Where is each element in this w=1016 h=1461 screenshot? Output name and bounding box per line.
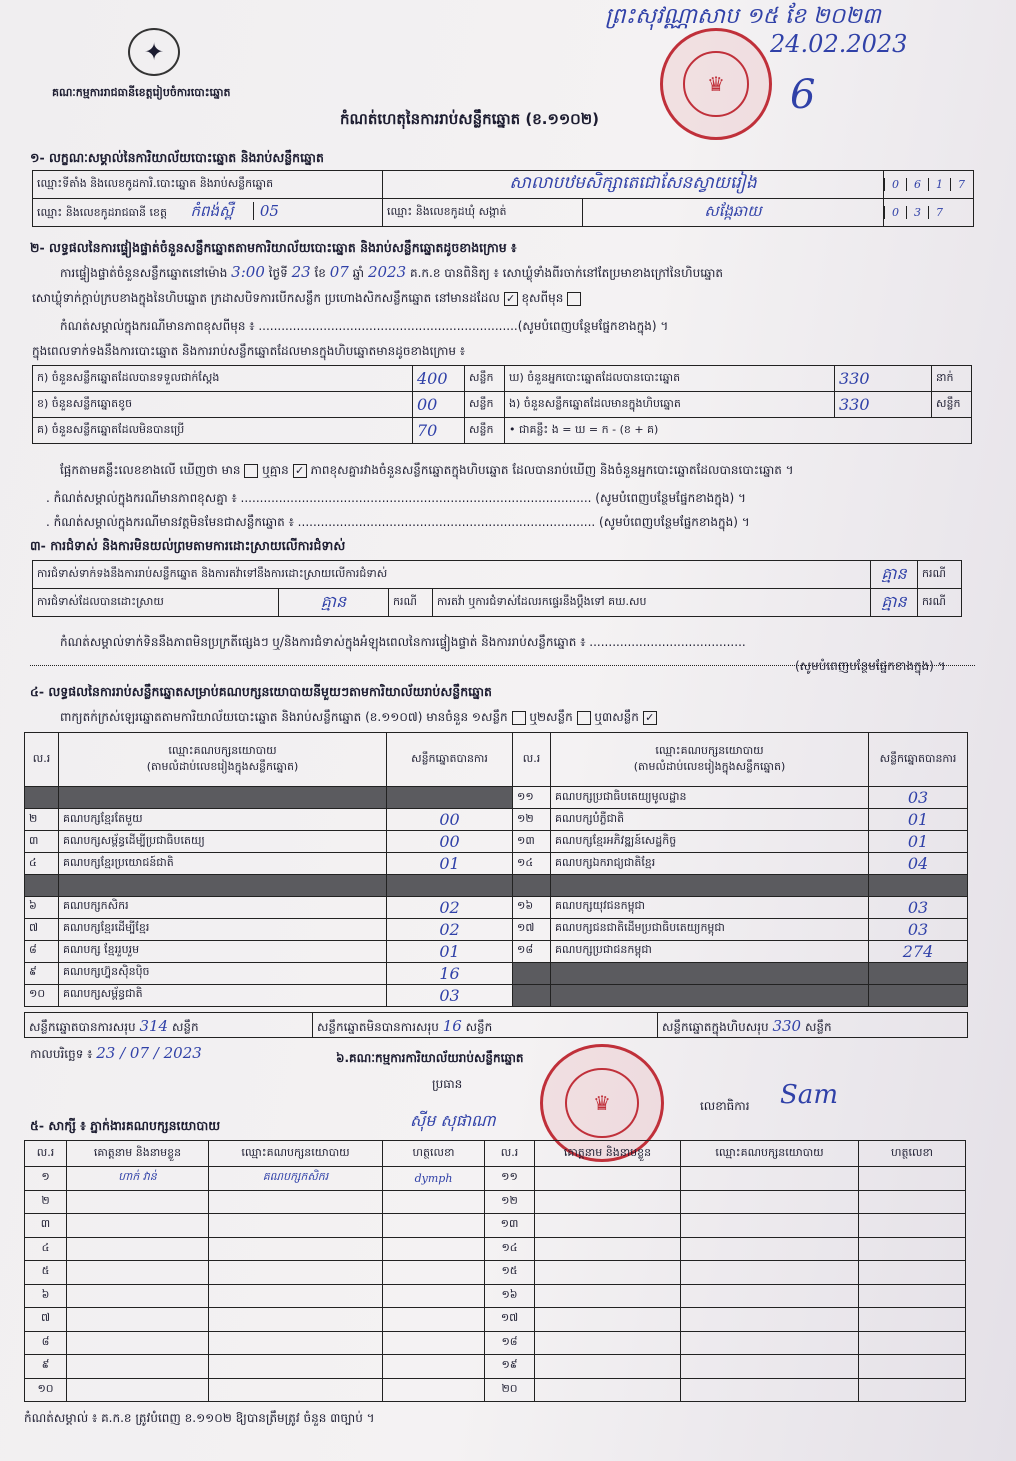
results-table [24,732,968,1007]
section-1-title: ១- លក្ខណៈសម្គាល់នៃការិយាល័យបោះឆ្នោត និងរាប់សន្លឹកឆ្នោត [30,150,324,165]
station-code: 0 6 1 7 [884,171,974,199]
table-row [25,1237,966,1261]
table-cell [859,1308,966,1332]
voters-label: ឃ) ចំនួនអ្នកបោះឆ្នោតដែលបានបោះឆ្នោត [505,366,835,392]
table-cell: ១ [25,1167,67,1191]
table-cell: គណបក្សខ្មែរតែមួយ [59,809,387,831]
commune-code: 0 3 7 [884,199,974,227]
table-cell: 00 [387,831,513,853]
section-2-title: ២- លទ្ធផលនៃការផ្ទៀងផ្ទាត់ចំនួនសន្លឹកឆ្នោតតាមការិយាល័យបោះឆ្នោត និងរាប់សន្លឹកឆ្នោតដូចខាងក្រោម ៖ [30,240,517,255]
table-cell: ៨ [25,940,59,962]
table-cell: ៤ [25,1237,67,1261]
table-cell [67,1378,209,1402]
unchanged-checkbox[interactable]: ✓ [504,292,518,306]
footer-note: កំណត់សម្គាល់ ៖ គ.ក.ខ ត្រូវបំពេញ ខ.១១០២ ឱ្យបានត្រឹមត្រូវ ចំនួន ៣ច្បាប់ ។ [24,1411,375,1425]
table-cell: គណបក្សប្រជាជនកម្ពុជា [551,940,869,962]
table-cell: ៤ [25,853,59,875]
table-cell: ១៣ [513,831,551,853]
table-cell [67,1261,209,1285]
total-invalid: សន្លឹកឆ្នោតមិនបានការសរុប 16 សន្លឹក [313,1013,658,1037]
table-row [25,809,968,831]
table-cell: ១២ [513,809,551,831]
complaints-table [32,560,962,617]
official-stamp-top: ♛ [660,28,772,140]
appeal-value: គ្មាន [870,589,917,617]
unit: សន្លឹក [465,392,505,418]
table-cell: 01 [869,809,968,831]
formula: • ជាគន្លឹះ ង = ឃ = ក - (ខ + គ) [505,418,972,444]
province-cell: ឈ្មោះ និងលេខកូដរាជធានី ខេត្ត កំពង់ស្ពឺ 05 [33,199,383,227]
table-row [25,1214,966,1238]
table-cell [67,1190,209,1214]
committee-title: ៦.គណៈកម្មការការិយាល័យរាប់សន្លឹកឆ្នោត [336,1051,524,1065]
total-valid: សន្លឹកឆ្នោតបានការសរុប 314 សន្លឹក [25,1013,313,1037]
table-cell: គណបក្សកសិករ [209,1167,383,1191]
table-cell [513,984,551,1006]
unused-value: 70 [413,418,465,444]
table-cell [387,875,513,897]
seal-line: សោឃ្លុំទាក់ក្ដាប់ក្របខាងក្នុងនៃហិបឆ្នោត ក្រដាសបិទការបើកសន្លឹក ប្រហោងសិកសន្លឹកឆ្នោត នៅមានដដែល ✓ ខុសពីមុន [32,290,581,308]
table-row [25,1167,966,1191]
table-cell: ១២ [485,1190,535,1214]
commune-value: សង្កែឆាយ [583,199,884,227]
in-box-value: 330 [835,392,932,418]
table-cell [209,1355,383,1379]
table-cell: ៣ [25,1214,67,1238]
appeal-label: ការតវ៉ា ឬការជំទាស់ដែលរកផ្ទេរនឹងប្ដឹងទៅ គឃ.សប [433,589,871,617]
table-cell [869,984,968,1006]
ballot-intro: ក្នុងពេលទាក់ទងនឹងការបោះឆ្នោត និងការរាប់សន្លឹកឆ្នោតដែលមានក្នុងហិបឆ្នោតមានដូចខាងក្រោម ៖ [32,344,466,358]
table-cell: គណបក្សសម្ព័ន្ធជាតិ [59,984,387,1006]
table-cell [67,1284,209,1308]
table-cell: ១៦ [513,896,551,918]
org-name: គណៈកម្មការរាជធានីខេត្តរៀបចំការបោះឆ្នោត [52,86,231,99]
table-cell: គណបក្សខ្មែរអភិវឌ្ឍន៍សេដ្ឋកិច្ច [551,831,869,853]
table-cell [859,1261,966,1285]
table-cell: ១៧ [485,1308,535,1332]
table-row [25,787,968,809]
col-signature: ហត្ថលេខា [859,1141,966,1167]
col-no: ល.រ [485,1141,535,1167]
one-sheet-checkbox[interactable] [512,711,526,725]
table-cell [383,1308,485,1332]
table-cell [551,875,869,897]
table-row [25,1261,966,1285]
table-cell [535,1167,681,1191]
fill-note: (សូមបំពេញបន្ថែមផ្នែកខាងក្នុង) ។ [795,659,946,673]
table-cell [67,1331,209,1355]
non-ballot-remark: . កំណត់សម្គាល់ក្នុងករណីមានវត្តមិនមែនជាសន្លឹកឆ្នោត ៖ .............................................................................. (សូមបំពេញបន្ថែមផ្នែកខាងក្នុង) ។ [46,515,750,529]
diff-note-line: កំណត់សម្គាល់ក្នុងករណីមានភាពខុសពីមុន ៖ ....................................................................(សូមបំពេញបន្ថែមផ្នែកខាងក្នុង) ។ [60,319,669,333]
table-row [25,1190,966,1214]
table-cell: គណបក្សហ្វ៊ុនស៊ិនប៉ិច [59,962,387,984]
table-cell: ៣ [25,831,59,853]
complaint-label: ការជំទាស់ទាក់ទងនឹងការរាប់សន្លឹកឆ្នោត និងការតវ៉ាទៅនឹងការដោះស្រាយលើការជំទាស់ [33,561,871,589]
table-cell: គណបក្សបំភ្លឺជាតិ [551,809,869,831]
table-cell [869,875,968,897]
table-cell [67,1214,209,1238]
table-cell [859,1167,966,1191]
table-cell [535,1378,681,1402]
table-cell [535,1331,681,1355]
table-cell [67,1308,209,1332]
col-no: ល.រ [513,733,551,787]
section-1-table [32,170,974,227]
table-cell [681,1237,859,1261]
table-cell: ៦ [25,1284,67,1308]
col-signature: ហត្ថលេខា [383,1141,485,1167]
table-cell: ១០ [25,984,59,1006]
table-row [25,1308,966,1332]
count-date: កាលបរិច្ឆេទ ៖ 23 / 07 / 2023 [30,1044,202,1062]
has-diff-checkbox[interactable] [244,464,258,478]
unit: ករណី [918,589,962,617]
table-cell: គណបក្សកសិករ [59,896,387,918]
table-cell [535,1237,681,1261]
table-cell: 01 [387,853,513,875]
table-cell: គណបក្សជនជាតិដើមប្រជាធិបតេយ្យកម្ពុជា [551,918,869,940]
table-cell: 03 [869,896,968,918]
table-cell [25,787,59,809]
table-cell: គណបក្សឯករាជ្យជាតិខ្មែរ [551,853,869,875]
table-cell [551,962,869,984]
table-cell [209,1190,383,1214]
table-cell: 03 [869,787,968,809]
table-cell [535,1214,681,1238]
table-cell: ១១ [513,787,551,809]
table-cell: ៩ [25,962,59,984]
table-cell [383,1331,485,1355]
col-name: គោត្តនាម និងនាមខ្លួន [535,1141,681,1167]
table-cell [383,1237,485,1261]
table-cell: 00 [387,809,513,831]
table-cell [535,1355,681,1379]
table-cell: ហាក់ វាន់ [67,1167,209,1191]
table-row [25,940,968,962]
table-row [25,984,968,1006]
table-cell [681,1308,859,1332]
table-cell: 274 [869,940,968,962]
table-row [25,831,968,853]
table-cell [859,1331,966,1355]
unit: សន្លឹក [465,418,505,444]
table-cell: ១៩ [485,1355,535,1379]
table-cell: ៧ [25,918,59,940]
table-cell: ១៨ [513,940,551,962]
table-cell: ៧ [25,1308,67,1332]
col-votes: សន្លឹកឆ្នោតបានការ [387,733,513,787]
table-cell [859,1214,966,1238]
diff-remark: . កំណត់សម្គាល់ក្នុងករណីមានភាពខុសគ្នា ៖ ............................................................................................ (សូមបំពេញបន្ថែមផ្នែកខាងក្នុង) ។ [46,491,746,505]
table-cell [387,787,513,809]
col-party: ឈ្មោះគណបក្សនយោបាយ [681,1141,859,1167]
table-cell: ១០ [25,1378,67,1402]
table-cell [59,787,387,809]
commune-label: ឈ្មោះ និងលេខកូដឃុំ សង្កាត់ [383,199,583,227]
table-cell: 16 [387,962,513,984]
section-4-title: ៤- លទ្ធផលនៃការរាប់សន្លឹកឆ្នោតសម្រាប់គណបក្សនយោបាយនីមួយៗតាមការិយាល័យរាប់សន្លឹកឆ្នោត [30,684,492,699]
table-cell [67,1237,209,1261]
table-cell [209,1331,383,1355]
table-cell [859,1284,966,1308]
irregularity-note: កំណត់សម្គាល់ទាក់ទិននឹងភាពមិនប្រក្រតីផ្សេងៗ ឬ/និងការជំទាស់ក្នុងអំឡុងពេលនៃការផ្ទៀងផ្ទាត់ និងការរាប់សន្លឹកឆ្នោត ៖ ......................................... [60,635,746,649]
unused-label: គ) ចំនួនសន្លឹកឆ្នោតដែលមិនបានប្រើ [33,418,413,444]
three-sheet-checkbox[interactable]: ✓ [643,711,657,725]
top-handwriting: ព្រះសុវណ្ណាសាប ១៥ ខែ ២០២៣ [605,4,881,29]
table-cell: 03 [869,918,968,940]
col-no: ល.រ [25,733,59,787]
table-cell [209,1237,383,1261]
table-cell: ១១ [485,1167,535,1191]
voters-value: 330 [835,366,932,392]
table-cell [859,1378,966,1402]
table-cell [681,1214,859,1238]
table-cell [383,1261,485,1285]
table-cell: ៩ [25,1355,67,1379]
table-cell [535,1308,681,1332]
verify-line: ការផ្ទៀងផ្ទាត់ចំនួនសន្លឹកឆ្នោតនៅម៉ោង 3:00 ថ្ងៃទី 23 ខែ 07 ឆ្នាំ 2023 គ.ក.ខ បានពិនិត្យ ៖ សោឃ្លុំទាំងពីរចាក់នៅតែប្រមាខាងក្រៅនៃហិបឆ្នោត [60,263,724,281]
unit: នាក់ [932,366,972,392]
in-box-label: ង) ចំនួនសន្លឹកឆ្នោតដែលមានក្នុងហិបឆ្នោត [505,392,835,418]
unit: សន្លឹក [465,366,505,392]
station-value: សាលាបឋមសិក្សាតេជោសែនស្វាយរៀង [383,171,884,199]
table-cell: ១៥ [485,1261,535,1285]
table-cell [869,962,968,984]
table-cell: គណបក្សខ្មែរដើម្បីខ្មែរ [59,918,387,940]
table-row [25,962,968,984]
table-cell [681,1167,859,1191]
table-cell [681,1378,859,1402]
no-diff-checkbox[interactable]: ✓ [293,464,307,478]
table-cell [209,1261,383,1285]
received-label: ក) ចំនួនសន្លឹកឆ្នោតដែលបានទទួលជាក់ស្ដែង [33,366,413,392]
table-cell: ១៦ [485,1284,535,1308]
table-row [25,896,968,918]
table-cell: ១៧ [513,918,551,940]
table-cell: ១៨ [485,1331,535,1355]
table-cell [67,1355,209,1379]
table-cell [535,1284,681,1308]
chair-label: ប្រធាន [432,1077,463,1091]
table-cell: 02 [387,896,513,918]
totals-row [24,1012,968,1038]
table-cell [513,875,551,897]
table-cell [513,962,551,984]
table-cell [681,1284,859,1308]
table-cell: dymph [383,1167,485,1191]
col-no: ល.រ [25,1141,67,1167]
resolved-label: ការជំទាស់ដែលបានដោះស្រាយ [33,589,279,617]
table-cell: 04 [869,853,968,875]
section-5-title: ៥- សាក្សី ៖ ភ្នាក់ងារគណបក្សនយោបាយ [30,1118,221,1133]
unit: ករណី [389,589,433,617]
table-cell [383,1378,485,1402]
sheet-count-line: ពាក្យតក់ក្រស់ឡេរឆ្នោតតាមការិយាល័យបោះឆ្នោត និងរាប់សន្លឹកឆ្នោត (ខ.១១០៧) មានចំនួន ១សន្លឹក ឬ២សន្លឹក ឬ៣សន្លឹក ✓ [60,709,657,727]
table-cell [551,984,869,1006]
table-cell [681,1190,859,1214]
table-cell [209,1378,383,1402]
table-cell [535,1261,681,1285]
table-cell: 01 [869,831,968,853]
table-cell: ៨ [25,1331,67,1355]
witness-table [24,1140,966,1402]
table-cell [859,1355,966,1379]
official-stamp-bottom: ♛ [540,1044,664,1162]
table-cell [681,1261,859,1285]
table-row [25,1284,966,1308]
table-cell: ២ [25,1190,67,1214]
two-sheet-checkbox[interactable] [577,711,591,725]
col-name: គោត្តនាម និងនាមខ្លួន [67,1141,209,1167]
table-cell [383,1190,485,1214]
secretary-label: លេខាធិការ [700,1099,750,1113]
col-votes: សន្លឹកឆ្នោតបានការ [869,733,968,787]
discrepancy-line: ផ្អែកតាមគន្លឹះលេខខាងលើ ឃើញថា មាន ឬគ្មាន ✓ ភាពខុសគ្នារវាងចំនួនសន្លឹកឆ្នោតក្នុងហិបឆ្នោត ដែលបានរាប់ឃើញ និងចំនួនអ្នកបោះឆ្នោតដែលបានបោះឆ្នោត ។ [60,463,794,477]
table-row [25,1355,966,1379]
table-row [25,875,968,897]
table-cell: 01 [387,940,513,962]
unit: សន្លឹក [932,392,972,418]
table-cell: គណបក្សសម្ព័ន្ធដើម្បីប្រជាធិបតេយ្យ [59,831,387,853]
table-cell: ១៣ [485,1214,535,1238]
table-cell: ១៤ [513,853,551,875]
table-row [25,1331,966,1355]
resolved-value: គ្មាន [279,589,389,617]
table-cell [859,1237,966,1261]
table-cell [209,1284,383,1308]
table-row [25,853,968,875]
table-cell: ២០ [485,1378,535,1402]
col-party: ឈ្មោះគណបក្សនយោបាយ (តាមលំដាប់លេខរៀងក្នុងសន្លឹកឆ្នោត) [59,733,387,787]
chair-name: ស៊ីម សុផាណា [410,1111,496,1130]
table-cell: គណបក្សខ្មែរប្រយោជន៍ជាតិ [59,853,387,875]
table-row [25,1378,966,1402]
table-cell [383,1284,485,1308]
table-cell: ៥ [25,1261,67,1285]
secretary-signature: Sam [780,1080,838,1110]
table-row [25,918,968,940]
table-cell [59,875,387,897]
table-cell: ២ [25,809,59,831]
initial-mark: 6 [790,72,816,118]
table-cell [859,1190,966,1214]
ballot-count-table [32,365,972,444]
table-cell [535,1190,681,1214]
table-cell: 02 [387,918,513,940]
col-party: ឈ្មោះគណបក្សនយោបាយ [209,1141,383,1167]
section-3-title: ៣- ការជំទាស់ និងការមិនយល់ព្រមតាមការដោះស្រាយលើការជំទាស់ [30,538,346,553]
total-in-box: សន្លឹកឆ្នោតក្នុងហិបសរុប 330 សន្លឹក [662,1017,832,1035]
table-cell: គណបក្ស ខ្មែររួបរួម [59,940,387,962]
table-cell: ១៤ [485,1237,535,1261]
table-cell: ៦ [25,896,59,918]
table-cell [209,1214,383,1238]
table-cell [681,1355,859,1379]
table-cell [209,1308,383,1332]
table-cell: គណបក្សយុវជនកម្ពុជា [551,896,869,918]
table-cell [383,1214,485,1238]
complaint-value: គ្មាន [870,561,917,589]
received-value: 400 [413,366,465,392]
emblem-icon: ✦ [128,28,180,76]
table-cell [681,1331,859,1355]
changed-checkbox[interactable] [567,292,581,306]
table-cell [25,875,59,897]
spoiled-label: ខ) ចំនួនសន្លឹកឆ្នោតខូច [33,392,413,418]
table-cell: 03 [387,984,513,1006]
doc-title: កំណត់ហេតុនៃការរាប់សន្លឹកឆ្នោត (ខ.១១០២) [340,110,600,128]
station-label: ឈ្មោះទីតាំង និងលេខកូដការិ.បោះឆ្នោត និងរាប់សន្លឹកឆ្នោត [33,171,383,199]
col-party: ឈ្មោះគណបក្សនយោបាយ (តាមលំដាប់លេខរៀងក្នុងសន្លឹកឆ្នោត) [551,733,869,787]
unit: ករណី [918,561,962,589]
table-cell: គណបក្សប្រជាធិបតេយ្យមូលដ្ឋាន [551,787,869,809]
spoiled-value: 00 [413,392,465,418]
table-cell [383,1355,485,1379]
top-date: 24.02.2023 [770,30,908,58]
